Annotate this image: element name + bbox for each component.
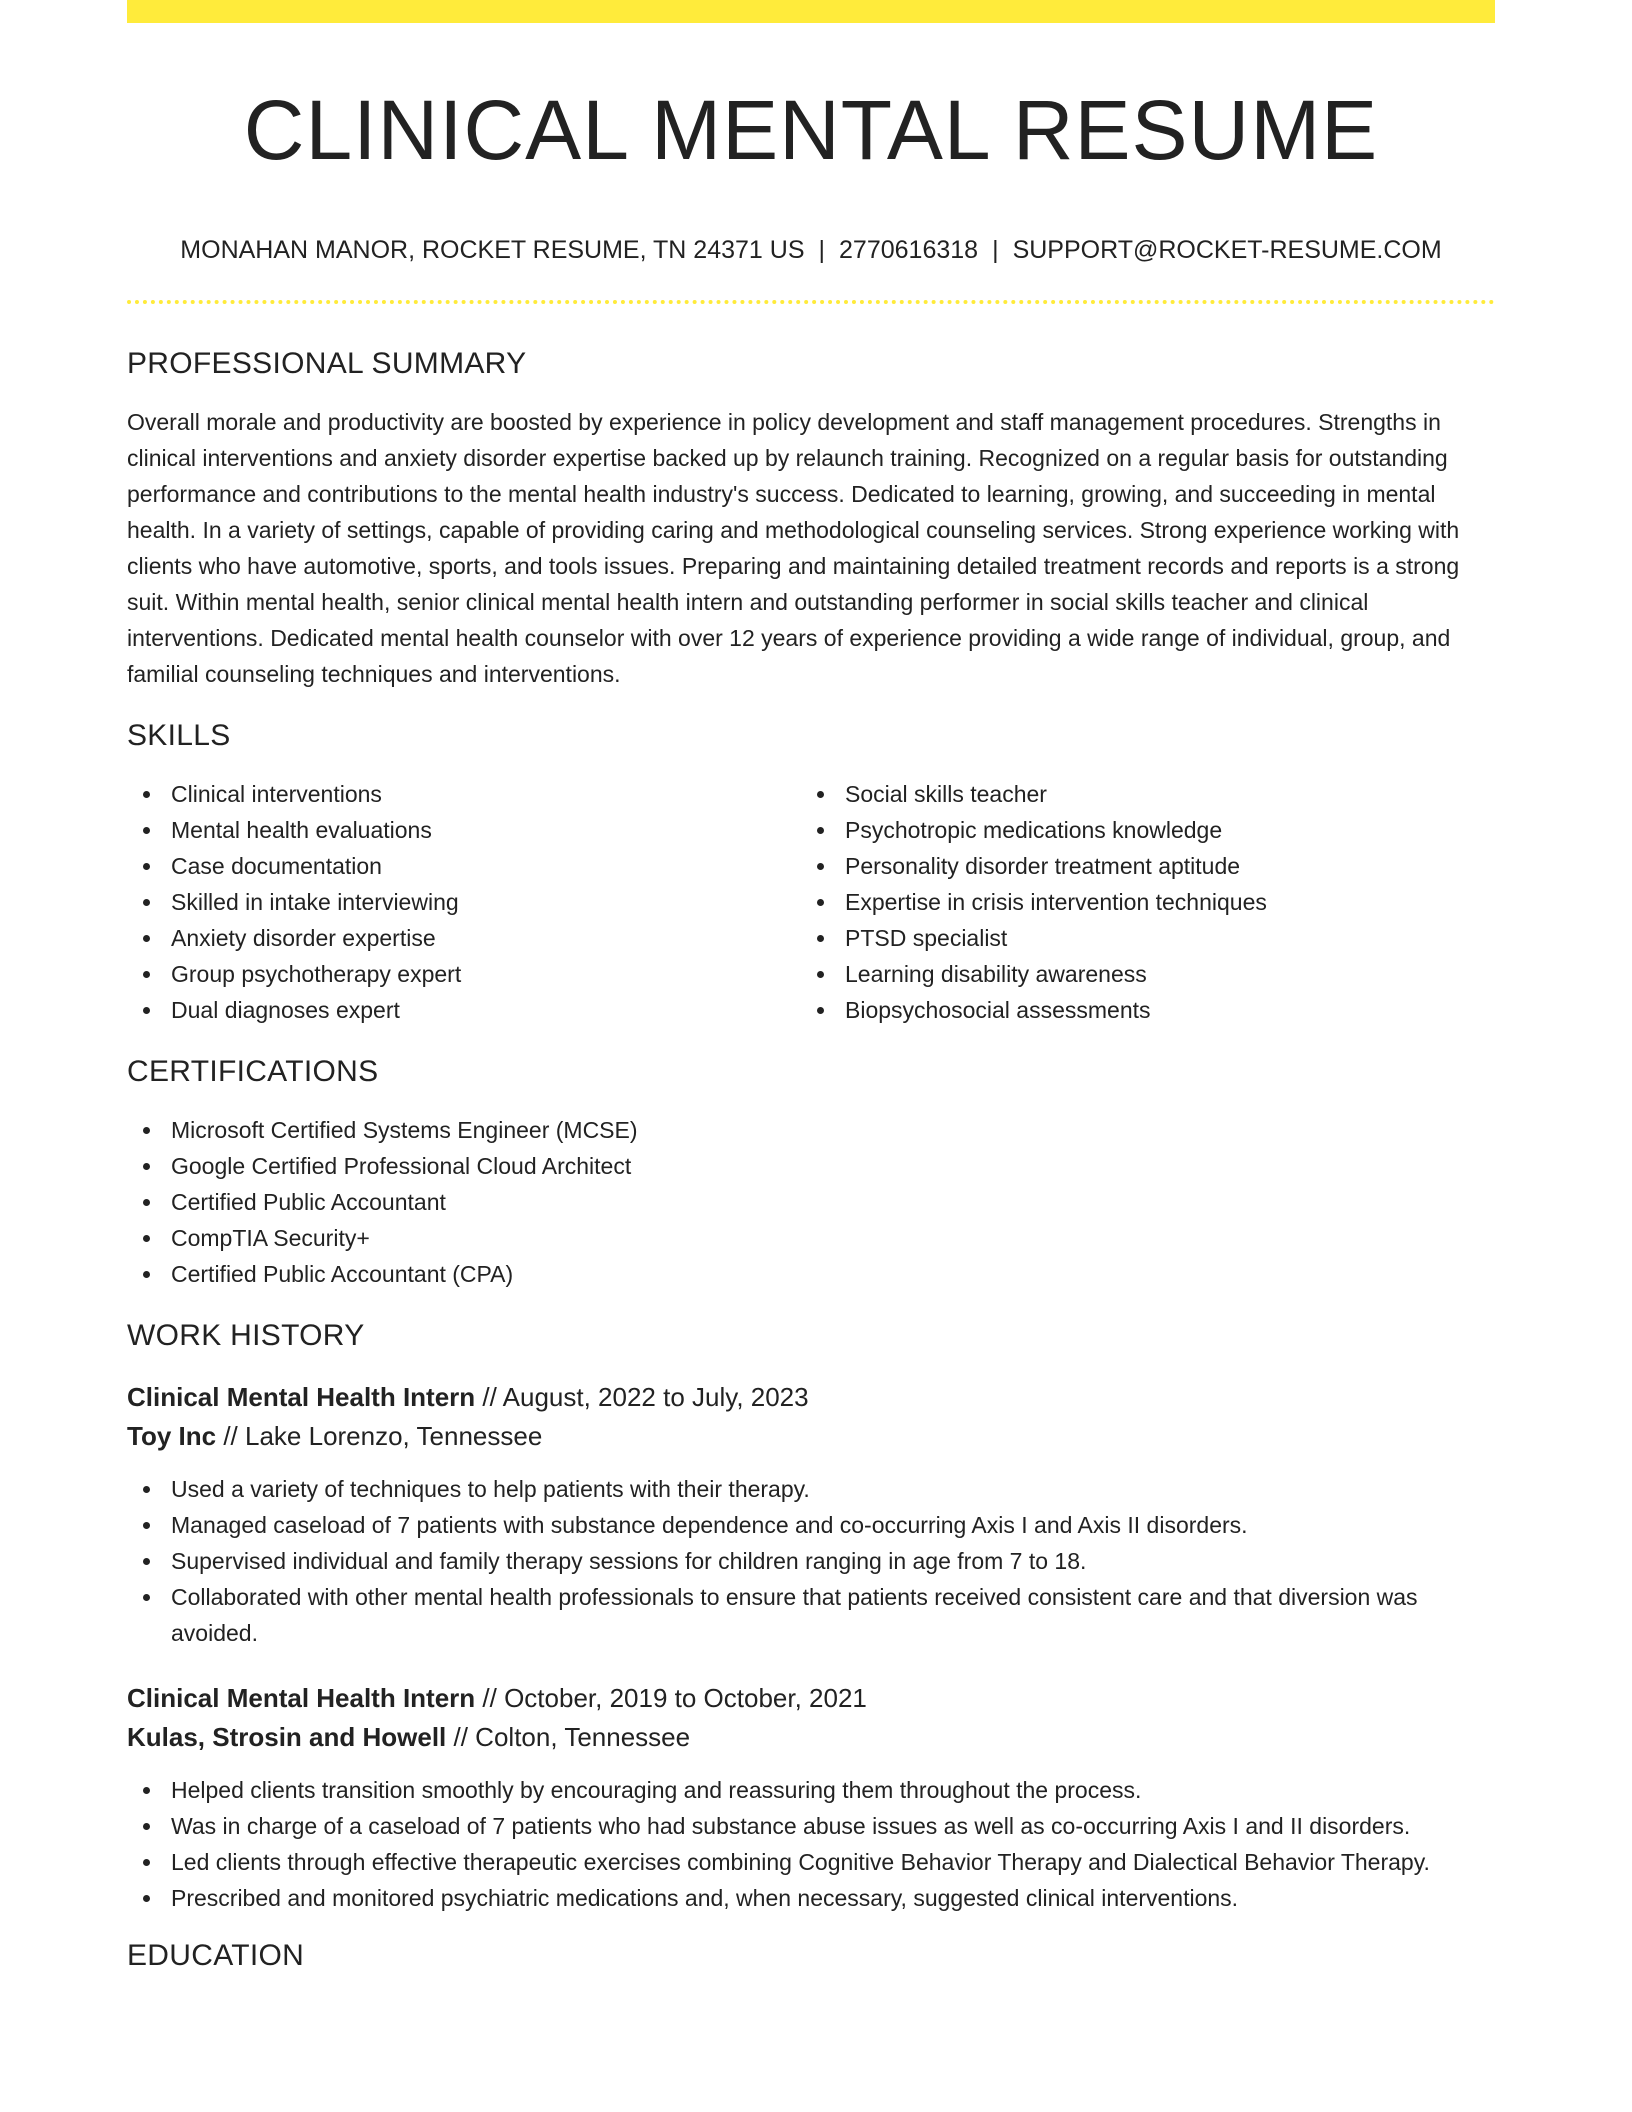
resume-page — [127, 0, 1495, 1974]
summary-heading: PROFESSIONAL SUMMARY — [127, 347, 527, 380]
contact-address: MONAHAN MANOR, ROCKET RESUME, TN 24371 US — [180, 236, 805, 264]
contact-email: SUPPORT@ROCKET-RESUME.COM — [1012, 236, 1442, 264]
skills-heading: SKILLS — [127, 719, 231, 752]
skill-item: Anxiety disorder expertise — [127, 920, 801, 956]
job-company-line — [127, 1718, 1495, 1757]
skill-item: Biopsychosocial assessments — [801, 992, 1475, 1028]
job-company-line — [127, 1417, 1495, 1456]
skills-list-left — [127, 776, 801, 1028]
certifications-list — [127, 1112, 1495, 1292]
skill-item: Case documentation — [127, 848, 801, 884]
job-bullet: Used a variety of techniques to help patients with their therapy. — [127, 1471, 1495, 1507]
job-company: Toy Inc — [127, 1421, 217, 1451]
certifications-heading: CERTIFICATIONS — [127, 1055, 379, 1088]
contact-phone: 2770616318 — [839, 236, 979, 264]
job-role: Clinical Mental Health Intern — [127, 1683, 476, 1713]
job-bullet: Supervised individual and family therapy sessions for children ranging in age from 7 to 18. — [127, 1543, 1495, 1579]
job-company: Kulas, Strosin and Howell — [127, 1722, 447, 1752]
job-title-line — [127, 1378, 1495, 1417]
skill-item: Mental health evaluations — [127, 812, 801, 848]
skills-grid — [127, 776, 1495, 1028]
job-dates: // August, 2022 to July, 2023 — [482, 1382, 809, 1412]
job-bullet: Led clients through effective therapeutic exercises combining Cognitive Behavior Therapy and Dialectical Behavior Therapy. — [127, 1844, 1495, 1880]
certification-item: CompTIA Security+ — [127, 1220, 1495, 1256]
job-bullet: Was in charge of a caseload of 7 patients who had substance abuse issues as well as co-occurring Axis I and II disorders. — [127, 1808, 1495, 1844]
job-bullets — [127, 1772, 1495, 1916]
certification-item: Microsoft Certified Systems Engineer (MCSE) — [127, 1112, 1495, 1148]
skill-item: Expertise in crisis intervention techniques — [801, 884, 1475, 920]
job-dates: // October, 2019 to October, 2021 — [482, 1683, 867, 1713]
work-history-heading: WORK HISTORY — [127, 1319, 365, 1352]
certification-item: Google Certified Professional Cloud Architect — [127, 1148, 1495, 1184]
job-role: Clinical Mental Health Intern — [127, 1382, 476, 1412]
contact-line — [127, 234, 1495, 266]
skill-item: Learning disability awareness — [801, 956, 1475, 992]
skill-item: Psychotropic medications knowledge — [801, 812, 1475, 848]
page-title: CLINICAL MENTAL RESUME — [243, 83, 1379, 177]
summary-text: Overall morale and productivity are boosted by experience in policy development and staff management procedures. Strengths in clinical interventions and anxiety disorder expertise backed up by relaunch training. Recognized on a regular basis for outstanding performance and contributions to the mental health industry's success. Dedicated to learning, growing, and succeeding in mental health. In a variety of settings, capable of providing caring and methodological counseling services. Strong experience working with clients who have automotive, sports, and tools issues. Preparing and maintaining detailed treatment records and reports is a strong suit. Within mental health, senior clinical mental health intern and outstanding performer in social skills teacher and clinical interventions. Dedicated mental health counselor with over 12 years of experience providing a wide range of individual, group, and familial counseling techniques and interventions. — [127, 409, 1460, 687]
job-location: // Lake Lorenzo, Tennessee — [223, 1421, 543, 1451]
job-entry — [127, 1679, 1495, 1916]
skill-item: Skilled in intake interviewing — [127, 884, 801, 920]
certification-item: Certified Public Accountant (CPA) — [127, 1256, 1495, 1292]
certification-item: Certified Public Accountant — [127, 1184, 1495, 1220]
skill-item: PTSD specialist — [801, 920, 1475, 956]
contact-separator: | — [992, 236, 999, 264]
job-bullet: Helped clients transition smoothly by encouraging and reassuring them throughout the process. — [127, 1772, 1495, 1808]
job-bullets — [127, 1471, 1495, 1651]
skill-item: Group psychotherapy expert — [127, 956, 801, 992]
job-entry — [127, 1378, 1495, 1651]
education-heading: EDUCATION — [127, 1939, 305, 1972]
job-bullet: Managed caseload of 7 patients with substance dependence and co-occurring Axis I and Axis II disorders. — [127, 1507, 1495, 1543]
dotted-divider — [127, 300, 1495, 304]
job-bullet: Prescribed and monitored psychiatric medications and, when necessary, suggested clinical interventions. — [127, 1880, 1495, 1916]
skills-list-right — [801, 776, 1475, 1028]
job-location: // Colton, Tennessee — [453, 1722, 691, 1752]
skill-item: Dual diagnoses expert — [127, 992, 801, 1028]
skill-item: Social skills teacher — [801, 776, 1475, 812]
skill-item: Personality disorder treatment aptitude — [801, 848, 1475, 884]
job-bullet: Collaborated with other mental health professionals to ensure that patients received consistent care and that diversion was avoided. — [127, 1579, 1495, 1651]
job-title-line — [127, 1679, 1495, 1718]
skill-item: Clinical interventions — [127, 776, 801, 812]
contact-separator: | — [818, 236, 826, 264]
